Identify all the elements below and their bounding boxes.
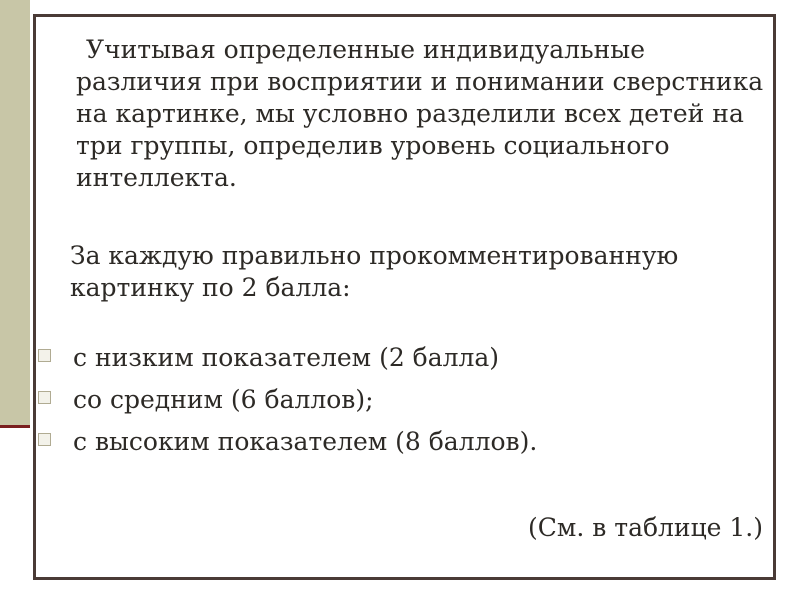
square-bullet-icon <box>38 349 51 362</box>
square-bullet-icon <box>38 433 51 446</box>
decorative-accent-line <box>0 425 30 428</box>
list-item <box>36 337 537 379</box>
list-item <box>36 421 537 463</box>
table-reference-note: (См. в таблице 1.) <box>528 513 763 542</box>
list-item-text: с низким показателем (2 балла) <box>73 343 500 372</box>
square-bullet-icon <box>38 391 51 404</box>
paragraph-groups: Учитывая определенные индивидуальные различия при восприятии и понимании сверстника на картинке, мы условно разделили всех детей на три группы, определив уровень социального интеллекта. <box>76 35 764 192</box>
list-item <box>36 379 537 421</box>
bullet-list <box>36 337 537 463</box>
list-item-text: со средним (6 баллов); <box>73 385 374 414</box>
list-item-text: с высоким показателем (8 баллов). <box>73 427 538 456</box>
slide-frame <box>33 14 776 580</box>
decorative-side-band <box>0 0 30 425</box>
paragraph-scoring: За каждую правильно прокомментированную картинку по 2 балла: <box>70 241 679 302</box>
